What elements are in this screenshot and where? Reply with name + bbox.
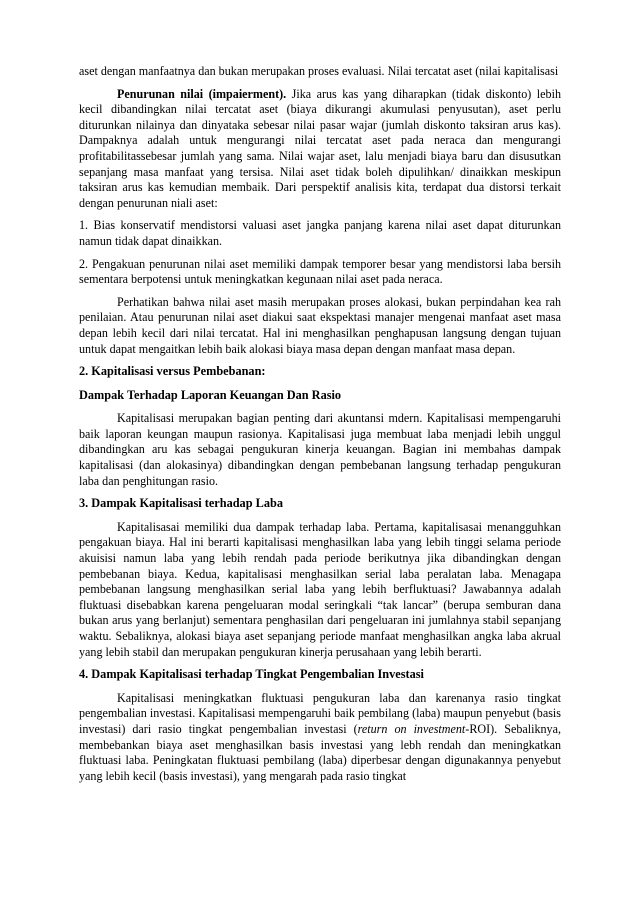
subsection-heading-impact: Dampak Terhadap Laporan Keuangan Dan Rasio: [79, 387, 342, 402]
paragraph-roi: [79, 691, 561, 785]
impairment-text: Jika arus kas yang diharapkan (tidak diskonto) lebih kecil dibandingkan nilai tercatat aset (biaya dikurangi akumulasi penyusutan), aset perlu diturunkan nilainya dan dinyataka sebesar nilai pasar wajar (jumlah diskonto taksiran arus kas). Dampaknya adalah untuk mengurangi nilai tercatat aset pada neraca dan mengurangi profitabilitassebesar jumlah yang sama. Nilai wajar aset, lalu menjadi biaya baru dan disusutkan sepanjang masa manfaat yang tersisa. Nilai aset tidak boleh dipulihkan/ dinaikkan meskipun taksiran arus kas kemudian membaik. Dari perspektif analisis kita, terdapat dua distorsi terkait dengan penurunan niali aset:: [79, 86, 561, 210]
list-item-recognition: 2. Pengakuan penurunan nilai aset memiliki dampak temporer besar yang mendistorsi laba bersih sementara berpotensi untuk meningkatkan kegunaan nilai aset pada neraca.: [79, 256, 561, 287]
paragraph-intro: aset dengan manfaatnya dan bukan merupakan proses evaluasi. Nilai tercatat aset (nilai kapitalisasi: [79, 64, 559, 78]
paragraph-income-impact: Kapitalisasai memiliki dua dampak terhadap laba. Pertama, kapitalisasai menangguhkan pengakuan biaya. Hal ini berarti kapitalisasi menghasilkan laba yang lebih tinggi selama periode akuisisi namun laba yang lebih rendah pada periode berikutnya jika dibandingkan dengan pembebanan biaya. Kedua, kapitalisasi menghasilkan serial laba peralatan laba. Menagapa pembebanan langsung menghasilkan serial laba yang lebih berfluktuasi? Jawabannya adalah fluktuasi disebabkan karena pengeluaran modal seringkali “tak lancar” (berupa semburan dana bukan arus yang berlanjut) sementara penghasilan dari pengeluaran ini jumlahnya stabil sepanjang waktu. Sebaliknya, alokasi biaya aset sepanjang periode manfaat menghasilkan angka laba akrual yang lebih stabil dan merupakan pengukuran kinerja perusahaan yang lebih berarti.: [79, 519, 561, 659]
paragraph-allocation: Perhatikan bahwa nilai aset masih merupakan proses alokasi, bukan perpindahan kea rah penilaian. Atau penurunan nilai aset diakui saat ekspektasi manajer mengenai manfaat aset masa depan lebih kecil dari nilai tercatat. Hal ini menghasilkan penghapusan langsung dengan tujuan untuk dapat mengaitkan lebih baik alokasi biaya masa depan dengan manfaat masa depan.: [79, 294, 561, 356]
roi-text-a: Kapitalisasi meningkatkan fluktuasi pengukuran laba dan karenanya rasio tingkat pengembalian investasi. Kapitalisasi mempengaruhi baik pembilang (laba) maupun penyebut (basis investasi) dari rasio tingkat pengembalian investasi (: [79, 690, 561, 736]
paragraph-impairment: [79, 87, 561, 212]
document-page: [79, 64, 561, 791]
section-heading-4: 4. Dampak Kapitalisasi terhadap Tingkat Pengembalian Investasi: [79, 667, 424, 682]
roi-italic-term: return on investment-: [357, 721, 470, 736]
list-item-bias: 1. Bias konservatif mendistorsi valuasi aset jangka panjang karena nilai aset dapat diturunkan namun tidak dapat dinaikkan.: [79, 218, 561, 248]
impairment-term: Penurunan nilai (impaierment).: [117, 86, 287, 101]
roi-text-b: ROI). Sebaliknya, membebankan biaya aset menghasilkan basis investasi yang lebh rendah dan meningkatkan fluktuasi laba. Peningkatan fluktuasi pembilang (laba) diperbesar dengan digunakannya penyebut yang lebih kecil (basis investasi), yang mengarah pada rasio tingkat: [79, 721, 561, 783]
section-heading-3: 3. Dampak Kapitalisasi terhadap Laba: [79, 496, 283, 511]
paragraph-capitalization: Kapitalisasi merupakan bagian penting dari akuntansi mdern. Kapitalisasi mempengaruhi baik laporan keungan maupun rasionya. Kapitalisasi juga membuat laba menjadi lebih unggul dibandingkan aru kas sebagai pengukuran kinerja keuangan. Bagian ini membahas dampak kapitalisasi (dan alokasinya) dibandingkan dengan pembebanan langsung terhadap pengukuran laba dan penghitungan rasio.: [79, 411, 561, 488]
section-heading-2: 2. Kapitalisasi versus Pembebanan:: [79, 364, 266, 379]
